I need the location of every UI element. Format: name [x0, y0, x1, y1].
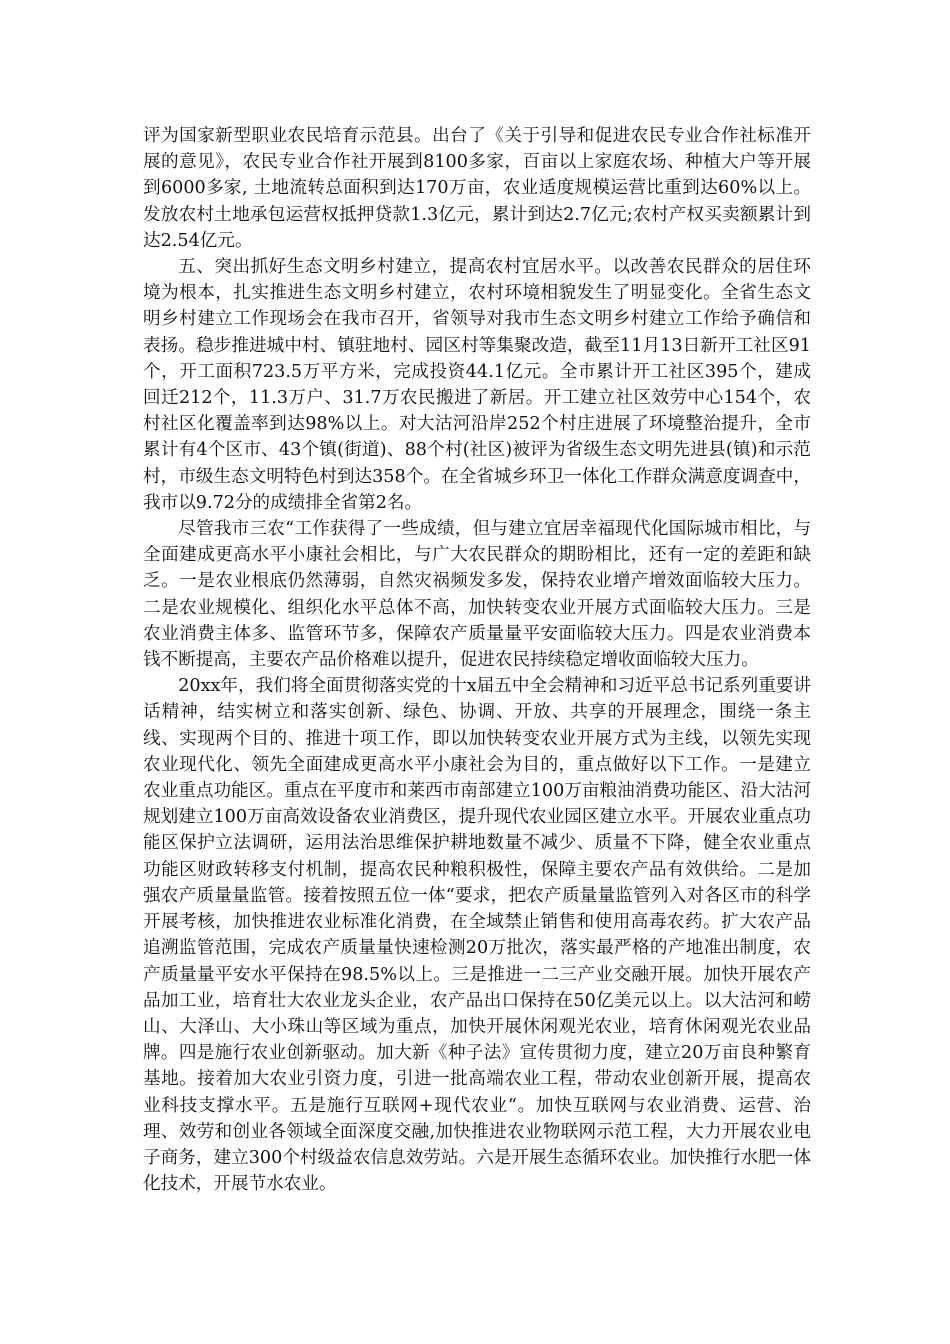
paragraph-4: 20xx年，我们将全面贯彻落实党的十x届五中全会精神和习近平总书记系列重要讲话精神，结实树立和落实创新、绿色、协调、开放、共享的开展理念，围绕一条主线、实现两个目的、推进十项工作，即以加快转变农业开展方式为主线，以领先实现农业现代化、领先全面建成更高水平小康社会为目的，重点做好以下工作。一是建立农业重点功能区。重点在平度市和莱西市南部建立100万亩粮油消费功能区、沿大沽河规划建立100万亩高效设备农业消费区，提升现代农业园区建立水平。开展农业重点功能区保护立法调研，运用法治思维保护耕地数量不减少、质量不下降，健全农业重点功能区财政转移支付机制，提高农民种粮积极性，保障主要农产品有效供给。二是加强农产质量量监管。接着按照五位一体“要求，把农产质量量监管列入对各区市的科学开展考核，加快推进农业标准化消费，在全域禁止销售和使用高毒农药。扩大农产品追溯监管范围，完成农产质量量快速检测20万批次，落实最严格的产地准出制度，农产质量量平安水平保持在98.5%以上。三是推进一二三产业交融开展。加快开展农产品加工业，培育壮大农业龙头企业，农产品出口保持在50亿美元以上。以大沽河和崂山、大泽山、大小珠山等区域为重点，加快开展休闲观光农业，培育休闲观光农业品牌。四是施行农业创新驱动。加大新《种子法》宣传贯彻力度，建立20万亩良种繁育基地。接着加大农业引资力度，引进一批高端农业工程，带动农业创新开展，提高农业科技支撑水平。五是施行互联网+现代农业“。加快互联网与农业消费、运营、治理、效劳和创业各领域全面深度交融,加快推进农业物联网示范工程，大力开展农业电子商务，建立300个村级益农信息效劳站。六是开展生态循环农业。加快推行水肥一体化技术，开展节水农业。	[143, 676, 811, 1195]
paragraph-1: 评为国家新型职业农民培育示范县。出台了《关于引导和促进农民专业合作社标准开展的意见》，农民专业合作社开展到8100多家，百亩以上家庭农场、种植大户等开展到6000多家, 土地流转总面积到达170万亩，农业适度规模运营比重到达60%以上。发放农村土地承包运营权抵押贷款1.3亿元，累计到达2.7亿元;农村产权买卖额累计到达2.54亿元。	[143, 126, 811, 251]
document-body	[143, 123, 811, 1197]
paragraph-3: 尽管我市三农“工作获得了一些成绩，但与建立宜居幸福现代化国际城市相比，与全面建成更高水平小康社会相比，与广大农民群众的期盼相比，还有一定的差距和缺乏。一是农业根底仍然薄弱，自然灾祸频发多发，保持农业增产增效面临较大压力。二是农业规模化、组织化水平总体不高，加快转变农业开展方式面临较大压力。三是农业消费主体多、监管环节多，保障农产质量量平安面临较大压力。四是农业消费本钱不断提高，主要农产品价格难以提升，促进农民持续稳定增收面临较大压力。	[143, 519, 811, 671]
paragraph-2: 五、突出抓好生态文明乡村建立，提高农村宜居水平。以改善农民群众的居住环境为根本，扎实推进生态文明乡村建立，农村环境相貌发生了明显变化。全省生态文明乡村建立工作现场会在我市召开，省领导对我市生态文明乡村建立工作给予确信和表扬。稳步推进城中村、镇驻地村、园区村等集聚改造，截至11月13日新开工社区91个，开工面积723.5万平方米，完成投资44.1亿元。全市累计开工社区395个，建成回迁212个，11.3万户、31.7万农民搬进了新居。开工建立社区效劳中心154个，农村社区化覆盖率到达98%以上。对大沽河沿岸252个村庄进展了环境整治提升，全市累计有4个区市、43个镇(街道)、88个村(社区)被评为省级生态文明先进县(镇)和示范村，市级生态文明特色村到达358个。在全省城乡环卫一体化工作群众满意度调查中，我市以9.72分的成绩排全省第2名。	[143, 257, 811, 513]
